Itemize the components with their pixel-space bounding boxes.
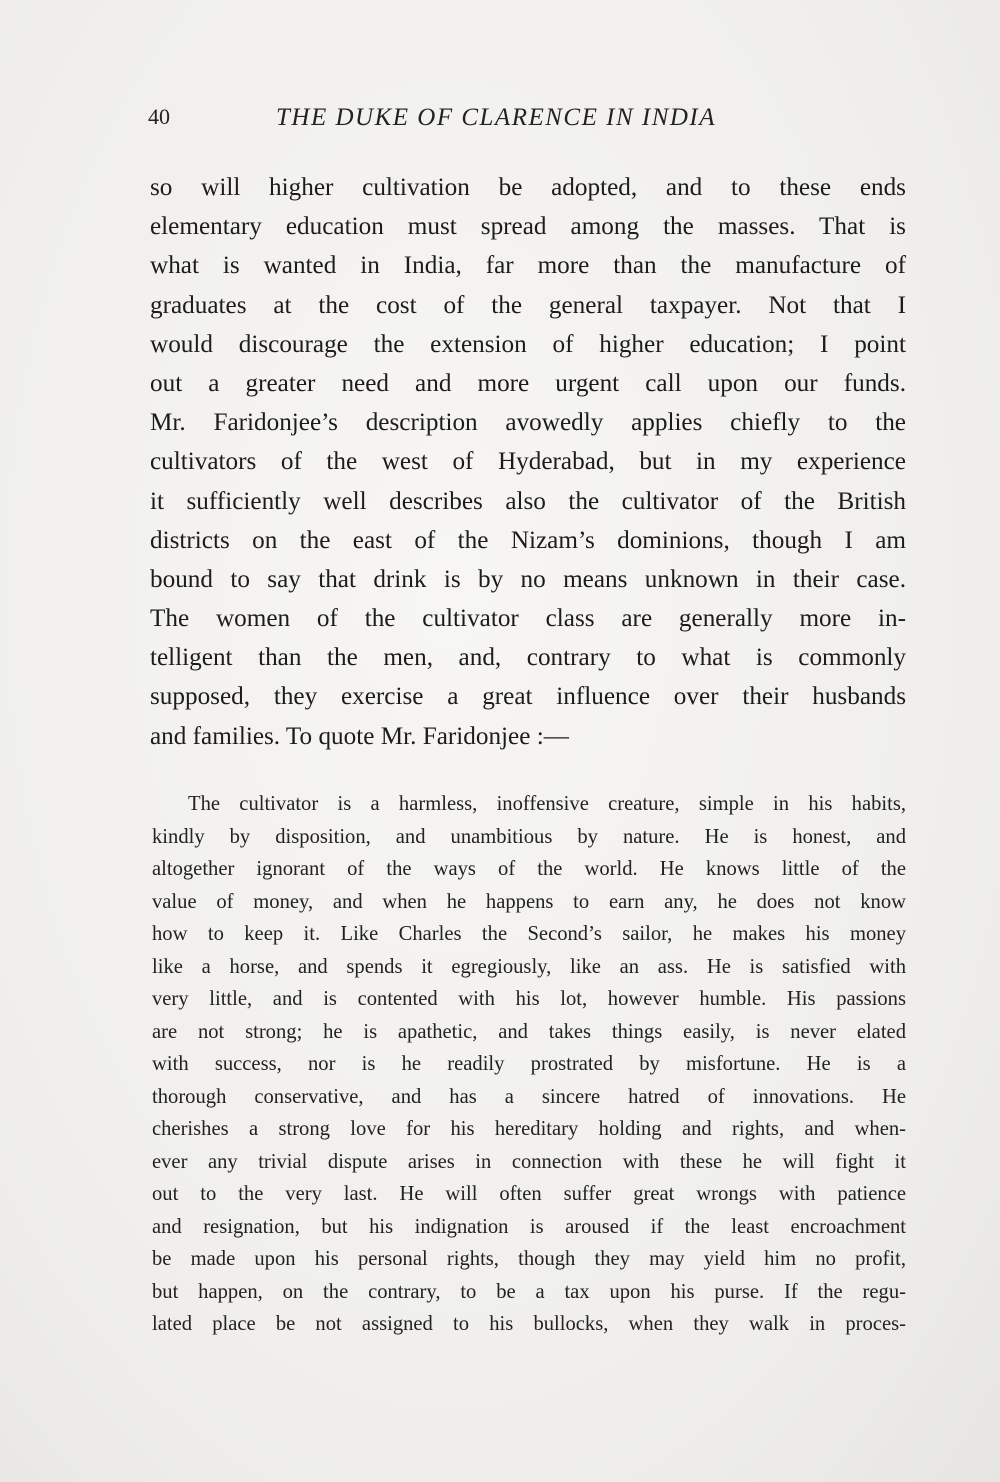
body-paragraph <box>150 168 906 756</box>
quote-line: altogether ignorant of the ways of the world. He knows little of the <box>152 858 906 880</box>
quote-line: how to keep it. Like Charles the Second’s sailor, he makes his money <box>152 923 906 945</box>
body-line: elementary education must spread among the masses. That is <box>150 213 906 241</box>
body-line: bound to say that drink is by no means unknown in their case. <box>150 565 906 593</box>
quote-line: are not strong; he is apathetic, and takes things easily, is never elated <box>152 1020 906 1043</box>
body-line: The women of the cultivator class are generally more in- <box>150 605 906 633</box>
body-line: out a greater need and more urgent call upon our funds. <box>150 369 906 397</box>
quote-line: like a horse, and spends it egregiously, like an ass. He is satisfied with <box>152 955 906 978</box>
block-quote <box>152 788 906 1341</box>
quote-line: cherishes a strong love for his hereditary holding and rights, and when- <box>152 1118 906 1140</box>
quote-line: kindly by disposition, and unambitious by nature. He is honest, and <box>152 825 906 848</box>
running-title: THE DUKE OF CLARENCE IN INDIA <box>276 104 717 131</box>
quote-line: The cultivator is a harmless, inoffensive creature, simple in his habits, <box>188 793 906 815</box>
quote-line: very little, and is contented with his lot, however humble. His passions <box>152 988 906 1010</box>
page-header <box>148 104 908 136</box>
body-line: it sufficiently well describes also the cultivator of the British <box>150 487 906 515</box>
body-line: would discourage the extension of higher education; I point <box>150 330 906 358</box>
quote-line: ever any trivial dispute arises in connection with these he will fight it <box>152 1150 906 1173</box>
quote-line: thorough conservative, and has a sincere hatred of innovations. He <box>152 1085 906 1108</box>
body-line: telligent than the men, and, contrary to what is commonly <box>150 644 906 672</box>
quote-line: be made upon his personal rights, though they may yield him no profit, <box>152 1248 906 1270</box>
body-line: districts on the east of the Nizam’s dominions, though I am <box>150 526 906 554</box>
body-line: graduates at the cost of the general taxpayer. Not that I <box>150 291 906 319</box>
body-line: supposed, they exercise a great influence over their husbands <box>150 683 906 711</box>
body-line: and families. To quote Mr. Faridonjee :— <box>150 722 569 750</box>
body-line: what is wanted in India, far more than the manufacture of <box>150 252 906 280</box>
body-line: so will higher cultivation be adopted, and to these ends <box>150 174 906 201</box>
quote-line: and resignation, but his indignation is aroused if the least encroachment <box>152 1215 906 1238</box>
quote-line: out to the very last. He will often suffer great wrongs with patience <box>152 1183 906 1205</box>
quote-line: lated place be not assigned to his bullocks, when they walk in proces- <box>152 1313 906 1335</box>
quote-line: with success, nor is he readily prostrated by misfortune. He is a <box>152 1053 906 1075</box>
body-line: Mr. Faridonjee’s description avowedly applies chiefly to the <box>150 409 906 437</box>
quote-line: value of money, and when he happens to earn any, he does not know <box>152 890 906 913</box>
body-line: cultivators of the west of Hyderabad, but in my experience <box>150 448 906 476</box>
quote-line: but happen, on the contrary, to be a tax upon his purse. If the regu- <box>152 1280 906 1303</box>
page-number: 40 <box>148 104 170 129</box>
